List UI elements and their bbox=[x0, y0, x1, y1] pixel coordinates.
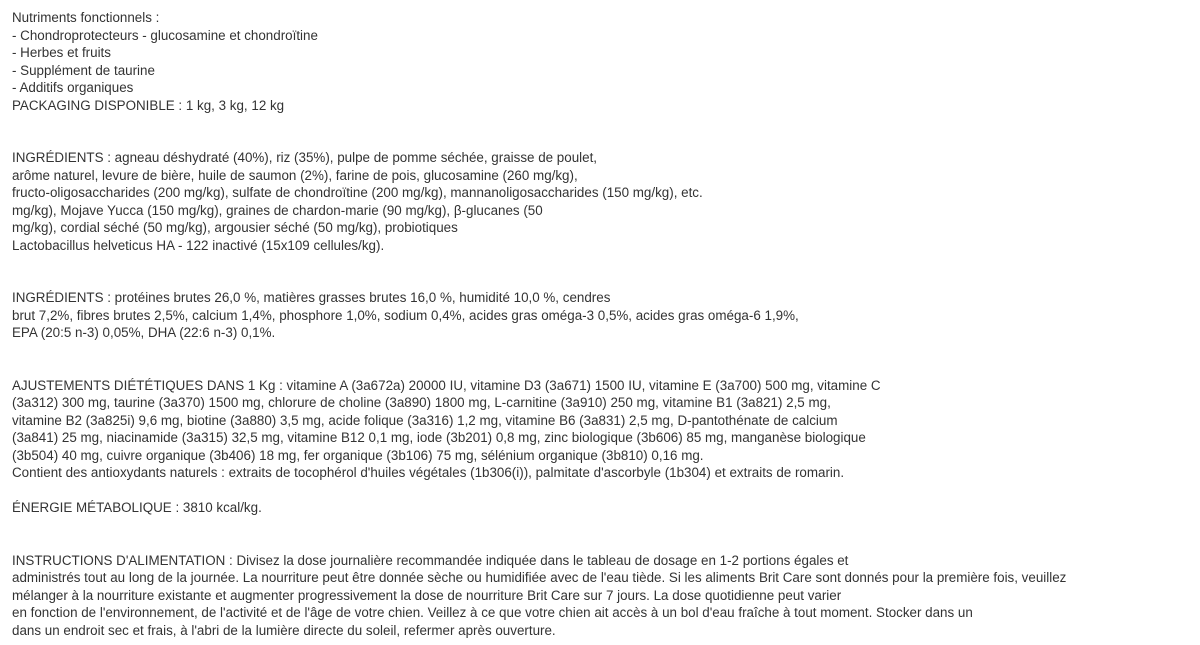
text-line: INSTRUCTIONS D'ALIMENTATION : Divisez la dose journalière recommandée indiquée dans le tableau de dosage en 1-2 portions égales et bbox=[12, 552, 849, 568]
functional-nutrient-item: - Herbes et fruits bbox=[12, 45, 111, 60]
text-line: dans un endroit sec et frais, à l'abri de la lumière directe du soleil, refermer après ouverture. bbox=[12, 622, 556, 638]
functional-nutrient-item: - Supplément de taurine bbox=[12, 62, 155, 78]
functional-nutrient-item: - Additifs organiques bbox=[12, 80, 134, 95]
antioxidants-line: Contient des antioxydants naturels : extraits de tocophérol d'huiles végétales (1b306(i)), palmitate d'ascorbyle (1b304) et extraits de romarin. bbox=[12, 465, 845, 480]
feeding-instructions-section bbox=[12, 552, 1188, 640]
text-line: EPA (20:5 n-3) 0,05%, DHA (22:6 n-3) 0,1%. bbox=[12, 325, 276, 340]
functional-nutrients-heading: Nutriments fonctionnels : bbox=[12, 10, 160, 25]
text-line: (3a841) 25 mg, niacinamide (3a315) 32,5 mg, vitamine B12 0,1 mg, iode (3b201) 0,8 mg, zinc biologique (3b606) 85 mg, manganèse biologique bbox=[12, 430, 866, 445]
metabolic-energy-line: ÉNERGIE MÉTABOLIQUE : 3810 kcal/kg. bbox=[12, 500, 262, 515]
text-line: (3a312) 300 mg, taurine (3a370) 1500 mg, chlorure de choline (3a890) 1800 mg, L-carnitine (3a910) 250 mg, vitamine B1 (3a821) 2,5 mg, bbox=[12, 395, 831, 410]
functional-nutrients-section bbox=[12, 9, 1188, 114]
text-line: mg/kg), Mojave Yucca (150 mg/kg), graines de chardon-marie (90 mg/kg), β-glucanes (50 bbox=[12, 202, 543, 218]
text-line: mg/kg), cordial séché (50 mg/kg), argousier séché (50 mg/kg), probiotiques bbox=[12, 220, 458, 235]
text-line: en fonction de l'environnement, de l'activité et de l'âge de votre chien. Veillez à ce que votre chien ait accès à un bol d'eau fraîche à tout moment. Stocker dans un bbox=[12, 605, 973, 620]
text-line: mélanger à la nourriture existante et augmenter progressivement la dose de nourriture Brit Care sur 7 jours. La dose quotidienne peut varier bbox=[12, 587, 842, 603]
metabolic-energy-section bbox=[12, 499, 1188, 517]
text-line: (3b504) 40 mg, cuivre organique (3b406) 18 mg, fer organique (3b106) 75 mg, sélénium organique (3b810) 0,16 mg. bbox=[12, 447, 704, 463]
text-line: administrés tout au long de la journée. La nourriture peut être donnée sèche ou humidifiée avec de l'eau tiède. Si les aliments Brit Care sont donnés pour la première fois, veuillez bbox=[12, 570, 1067, 585]
packaging-available-line: PACKAGING DISPONIBLE : 1 kg, 3 kg, 12 kg bbox=[12, 97, 285, 113]
text-line: arôme naturel, levure de bière, huile de saumon (2%), farine de pois, glucosamine (260 mg/kg), bbox=[12, 167, 578, 183]
dietary-adjustments-section bbox=[12, 377, 1188, 482]
text-line: brut 7,2%, fibres brutes 2,5%, calcium 1,4%, phosphore 1,0%, sodium 0,4%, acides gras oméga-3 0,5%, acides gras oméga-6 1,9%, bbox=[12, 307, 799, 323]
text-line: INGRÉDIENTS : agneau déshydraté (40%), riz (35%), pulpe de pomme séchée, graisse de poulet, bbox=[12, 150, 598, 165]
ingredients-composition-section bbox=[12, 149, 1188, 254]
analytical-components-section bbox=[12, 289, 1188, 342]
functional-nutrient-item: - Chondroprotecteurs - glucosamine et chondroïtine bbox=[12, 27, 318, 43]
text-line: fructo-oligosaccharides (200 mg/kg), sulfate de chondroïtine (200 mg/kg), mannanoligosaccharides (150 mg/kg), etc. bbox=[12, 185, 703, 200]
text-line: Lactobacillus helveticus HA - 122 inactivé (15x109 cellules/kg). bbox=[12, 237, 385, 253]
text-line: vitamine B2 (3a825i) 9,6 mg, biotine (3a880) 3,5 mg, acide folique (3a316) 1,2 mg, vitamine B6 (3a831) 2,5 mg, D-pantothénate de calcium bbox=[12, 412, 838, 428]
text-line: AJUSTEMENTS DIÉTÉTIQUES DANS 1 Kg : vitamine A (3a672a) 20000 IU, vitamine D3 (3a671) 1500 IU, vitamine E (3a700) 500 mg, vitamine C bbox=[12, 377, 881, 393]
text-line: INGRÉDIENTS : protéines brutes 26,0 %, matières grasses brutes 16,0 %, humidité 10,0 %, cendres bbox=[12, 290, 611, 305]
